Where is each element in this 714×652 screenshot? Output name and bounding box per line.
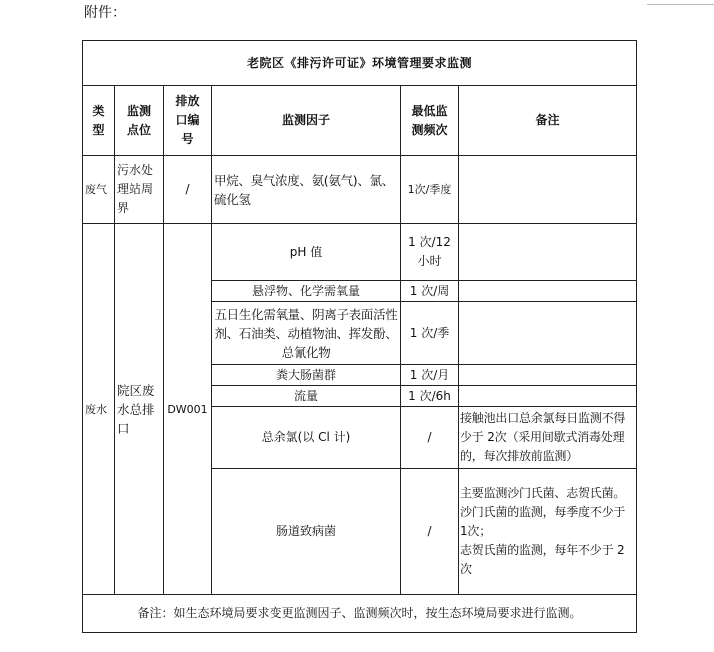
water-remark-chlorine: 接触池出口总余氯每日监测不得少于 2次（采用间歇式消毒处理的，每次排放前监测） bbox=[459, 407, 637, 469]
water-frequency-flow: 1 次/6h bbox=[401, 386, 459, 407]
gas-frequency: 1次/季度 bbox=[401, 156, 459, 224]
header-frequency: 最低监测频次 bbox=[401, 86, 459, 156]
water-remark-coliform bbox=[459, 365, 637, 386]
water-frequency-ph: 1 次/12 小时 bbox=[401, 224, 459, 281]
water-type: 废水 bbox=[83, 224, 115, 595]
water-remark-ss-cod bbox=[459, 281, 637, 302]
table-footer-note: 备注：如生态环境局要求变更监测因子、监测频次时，按生态环境局要求进行监测。 bbox=[83, 595, 637, 633]
water-factor-ss-cod: 悬浮物、化学需氧量 bbox=[212, 281, 401, 302]
header-point: 监测点位 bbox=[115, 86, 164, 156]
water-frequency-pathogens: / bbox=[401, 469, 459, 595]
water-point: 院区废水总排口 bbox=[115, 224, 164, 595]
gas-outlet-no: / bbox=[164, 156, 212, 224]
water-remark-bod-etc bbox=[459, 302, 637, 365]
gas-point: 污水处理站周界 bbox=[115, 156, 164, 224]
header-remark: 备注 bbox=[459, 86, 637, 156]
water-frequency-chlorine: / bbox=[401, 407, 459, 469]
gas-remark bbox=[459, 156, 637, 224]
water-frequency-coliform: 1 次/月 bbox=[401, 365, 459, 386]
water-outlet-no: DW001 bbox=[164, 224, 212, 595]
water-factor-bod-etc: 五日生化需氧量、阴离子表面活性剂、石油类、动植物油、挥发酚、总氰化物 bbox=[212, 302, 401, 365]
header-outlet-no: 排放口编号 bbox=[164, 86, 212, 156]
water-remark-pathogens bbox=[459, 469, 637, 595]
water-frequency-bod-etc: 1 次/季 bbox=[401, 302, 459, 365]
pathogens-remark-line: 沙门氏菌的监测，每季度不少于 1次； bbox=[460, 505, 626, 538]
page-edge-line bbox=[647, 4, 714, 5]
monitoring-table bbox=[82, 40, 637, 633]
water-factor-pathogens: 肠道致病菌 bbox=[212, 469, 401, 595]
pathogens-remark-line: 主要监测沙门氏菌、志贺氏菌。 bbox=[460, 486, 626, 500]
header-factor: 监测因子 bbox=[212, 86, 401, 156]
table-title: 老院区《排污许可证》环境管理要求监测 bbox=[83, 41, 637, 86]
water-factor-chlorine: 总余氯(以 Cl 计) bbox=[212, 407, 401, 469]
gas-factor: 甲烷、臭气浓度、氨(氨气)、氯、硫化氢 bbox=[212, 156, 401, 224]
water-frequency-ss-cod: 1 次/周 bbox=[401, 281, 459, 302]
water-remark-flow bbox=[459, 386, 637, 407]
water-factor-flow: 流量 bbox=[212, 386, 401, 407]
attachment-label: 附件： bbox=[84, 5, 126, 21]
header-type: 类型 bbox=[83, 86, 115, 156]
gas-type: 废气 bbox=[83, 156, 115, 224]
water-factor-ph: pH 值 bbox=[212, 224, 401, 281]
water-factor-coliform: 粪大肠菌群 bbox=[212, 365, 401, 386]
pathogens-remark-line: 志贺氏菌的监测，每年不少于 2次 bbox=[460, 543, 625, 576]
water-remark-ph bbox=[459, 224, 637, 281]
